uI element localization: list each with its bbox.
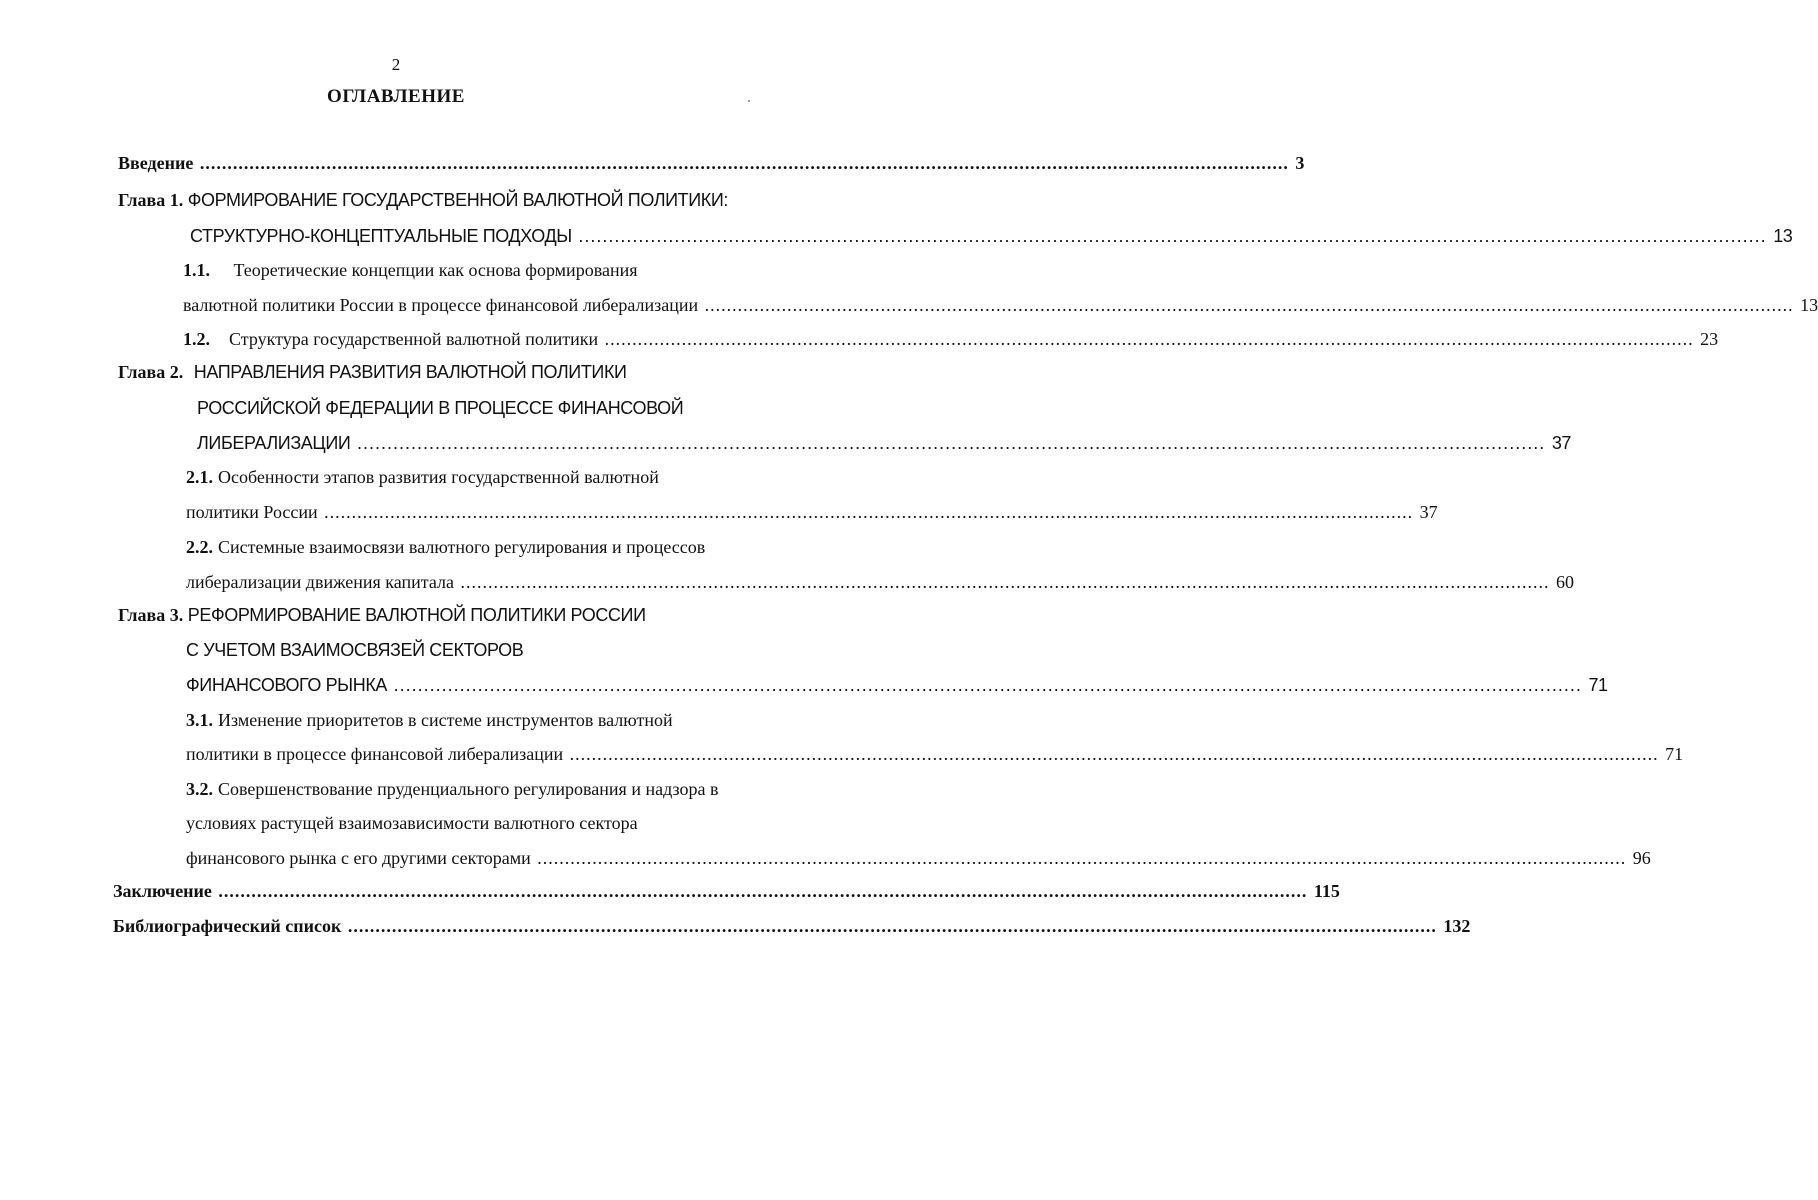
toc-s32-page: 96 (1632, 848, 1651, 868)
leader-dots (578, 226, 1766, 246)
page-title: ОГЛАВЛЕНИЕ (327, 86, 465, 107)
toc-ch2-prefix: Глава 2. (118, 362, 184, 382)
toc-s32-line3: финансового рынка с его другими секторами (186, 848, 531, 868)
leader-dots (394, 675, 1582, 695)
toc-s32-line1: Совершенствование пруденциального регулирования и надзора в (218, 779, 719, 799)
toc-conclusion-page: 115 (1313, 881, 1340, 901)
leader-dots (461, 572, 1550, 592)
leader-dots (357, 433, 1545, 453)
toc-s21-line2: политики России (186, 502, 318, 522)
toc-ch3-title-line2: С УЧЕТОМ ВЗАИМОСВЯЗЕЙ СЕКТОРОВ (186, 640, 524, 660)
toc-ch3-title-line1: РЕФОРМИРОВАНИЕ ВАЛЮТНОЙ ПОЛИТИКИ РОССИИ (187, 605, 646, 625)
toc-s12-num: 1.2. (183, 329, 210, 349)
toc-s11-page: 13 (1800, 295, 1818, 315)
toc-bibliography-label: Библиографический список (113, 916, 342, 936)
toc-s22-num: 2.2. (186, 537, 213, 557)
toc-ch2-page: 37 (1551, 433, 1572, 453)
toc-ch2-title-line2: РОССИЙСКОЙ ФЕДЕРАЦИИ В ПРОЦЕССЕ ФИНАНСОВОЙ (197, 398, 684, 418)
toc-s11-num: 1.1. (183, 260, 210, 280)
toc-s21-page: 37 (1419, 502, 1438, 522)
leader-dots (605, 329, 1694, 349)
toc-s22-line1: Системные взаимосвязи валютного регулирования и процессов (218, 537, 706, 557)
toc-ch1-title-line1: ФОРМИРОВАНИЕ ГОСУДАРСТВЕННОЙ ВАЛЮТНОЙ ПОЛИТИКИ: (187, 190, 729, 210)
toc-ch2-title-line3: ЛИБЕРАЛИЗАЦИИ (197, 433, 351, 453)
toc-intro-label: Введение (118, 153, 194, 173)
toc-s31-num: 3.1. (186, 710, 213, 730)
toc-ch1-page: 13 (1773, 226, 1793, 246)
leader-dots (570, 744, 1659, 764)
leader-dots (705, 295, 1794, 315)
toc-s32-line2: условиях растущей взаимозависимости валютного сектора (186, 813, 638, 833)
toc-conclusion-label: Заключение (113, 881, 212, 901)
toc-s12-line1: Структура государственной валютной политики (229, 329, 599, 349)
toc-s22-line2: либерализации движения капитала (186, 572, 455, 592)
scan-speck (748, 100, 750, 102)
toc-s32-num: 3.2. (186, 779, 213, 799)
toc-s12-page: 23 (1700, 329, 1719, 349)
toc-s11-line2: валютной политики России в процессе финансовой либерализации (183, 295, 699, 315)
leader-dots (200, 153, 1289, 173)
toc-s21-num: 2.1. (186, 467, 213, 487)
toc-ch2-title-line1: НАПРАВЛЕНИЯ РАЗВИТИЯ ВАЛЮТНОЙ ПОЛИТИКИ (193, 362, 627, 382)
toc-s11-line1: Теоретические концепции как основа формирования (233, 260, 638, 280)
toc-ch3-title-line3: ФИНАНСОВОГО РЫНКА (186, 675, 388, 695)
toc-intro-page: 3 (1295, 153, 1305, 173)
toc-s31-line1: Изменение приоритетов в системе инструментов валютной (218, 710, 673, 730)
leader-dots (537, 848, 1626, 868)
toc-ch3-page: 71 (1588, 675, 1608, 695)
leader-dots (218, 881, 1307, 901)
toc-bibliography-page: 132 (1443, 916, 1471, 936)
toc-s31-line2: политики в процессе финансовой либерализации (186, 744, 564, 764)
leader-dots (348, 916, 1437, 936)
page-number: 2 (391, 55, 401, 74)
toc-s22-page: 60 (1556, 572, 1575, 592)
toc-ch1-title-line2: СТРУКТУРНО-КОНЦЕПТУАЛЬНЫЕ ПОДХОДЫ (190, 226, 572, 246)
leader-dots (324, 502, 1413, 522)
toc-s21-line1: Особенности этапов развития государственной валютной (218, 467, 659, 487)
toc-ch3-prefix: Глава 3. (118, 605, 184, 625)
toc-ch1-prefix: Глава 1. (118, 190, 184, 210)
toc-s31-page: 71 (1665, 744, 1684, 764)
